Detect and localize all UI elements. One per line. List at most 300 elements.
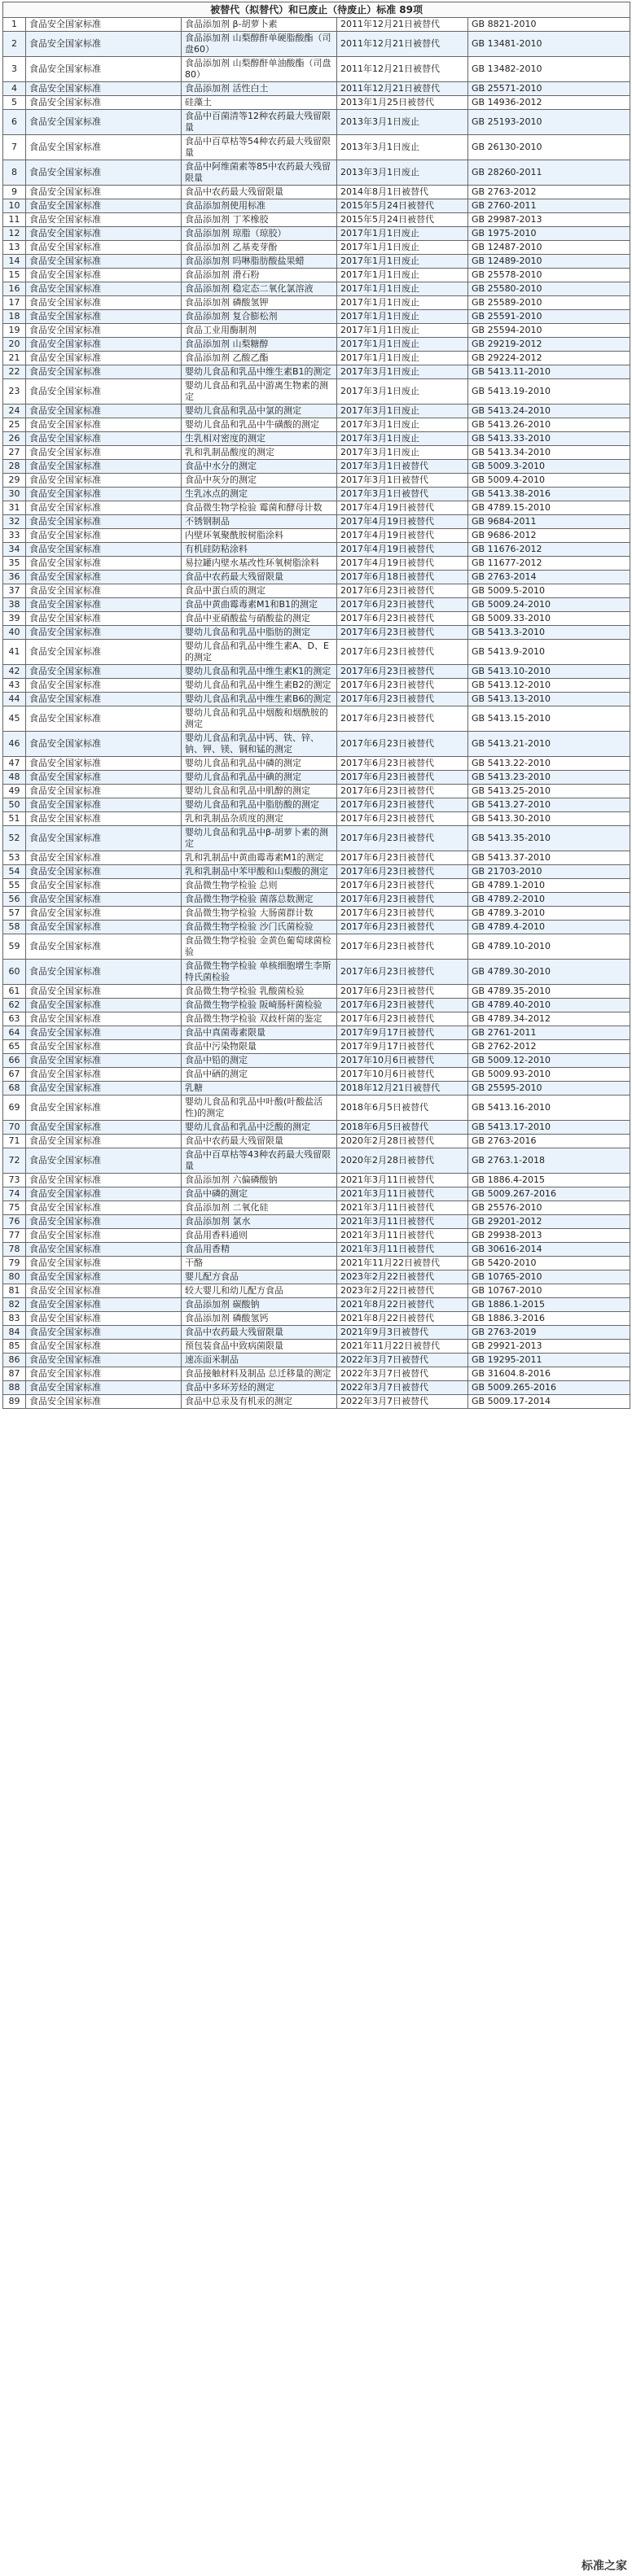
standard-name: 食品中磷的测定 [182, 1187, 337, 1201]
watermark-logo: 标准之家 [580, 2557, 629, 2574]
table-row [3, 1257, 630, 1271]
table-row [3, 529, 630, 543]
standard-code: GB 4789.35-2010 [468, 985, 630, 999]
standard-status: 2021年3月11日被替代 [337, 1201, 468, 1215]
row-number: 10 [3, 199, 26, 213]
standard-code: GB 4789.3-2010 [468, 907, 630, 921]
row-number: 62 [3, 999, 26, 1012]
row-number: 49 [3, 785, 26, 798]
standard-code: GB 13481-2010 [468, 32, 630, 57]
row-number: 8 [3, 160, 26, 186]
standard-code: GB 5413.30-2010 [468, 812, 630, 826]
table-row [3, 432, 630, 446]
table-row [3, 1340, 630, 1354]
standard-name: 婴幼儿食品和乳品中泛酸的测定 [182, 1121, 337, 1135]
standard-name: 食品微生物学检验 总则 [182, 879, 337, 893]
row-number: 4 [3, 82, 26, 96]
table-row [3, 110, 630, 135]
standard-status: 2011年12月21日被替代 [337, 57, 468, 82]
standard-code: GB 5009.4-2010 [468, 474, 630, 488]
standard-category: 食品安全国家标准 [26, 812, 182, 826]
standard-category: 食品安全国家标准 [26, 921, 182, 934]
standard-code: GB 5413.34-2010 [468, 446, 630, 460]
standard-code: GB 5413.33-2010 [468, 432, 630, 446]
table-row [3, 282, 630, 296]
standard-category: 食品安全国家标准 [26, 1215, 182, 1229]
standard-code: GB 30616-2014 [468, 1243, 630, 1257]
standard-status: 2013年1月25日被替代 [337, 96, 468, 110]
row-number: 48 [3, 771, 26, 785]
standard-name: 食品中农药最大残留限量 [182, 186, 337, 199]
standard-status: 2017年6月23日被替代 [337, 640, 468, 665]
standard-name: 食品添加剂 二氧化硅 [182, 1201, 337, 1215]
table-row [3, 1040, 630, 1054]
standard-status: 2017年6月23日被替代 [337, 798, 468, 812]
standard-code: GB 5413.17-2010 [468, 1121, 630, 1135]
standard-name: 食品添加剂 六偏磷酸钠 [182, 1174, 337, 1187]
table-row [3, 1312, 630, 1326]
row-number: 63 [3, 1012, 26, 1026]
table-row [3, 227, 630, 241]
standard-status: 2017年1月1日废止 [337, 269, 468, 282]
standard-status: 2017年6月23日被替代 [337, 999, 468, 1012]
standard-name: 食品微生物学检验 乳酸菌检验 [182, 985, 337, 999]
standard-status: 2017年6月23日被替代 [337, 865, 468, 879]
standard-category: 食品安全国家标准 [26, 1298, 182, 1312]
standard-code: GB 10767-2010 [468, 1284, 630, 1298]
standard-name: 食品微生物学检验 双歧杆菌的鉴定 [182, 1012, 337, 1026]
table-row [3, 612, 630, 626]
row-number: 29 [3, 474, 26, 488]
standard-category: 食品安全国家标准 [26, 1367, 182, 1381]
standard-status: 2023年2月22日被替代 [337, 1271, 468, 1284]
standard-name: 食品微生物学检验 金黄色葡萄球菌检验 [182, 934, 337, 960]
standard-category: 食品安全国家标准 [26, 446, 182, 460]
table-row [3, 1284, 630, 1298]
standards-page [2, 0, 630, 1409]
row-number: 31 [3, 501, 26, 515]
standard-category: 食品安全国家标准 [26, 1148, 182, 1174]
standard-name: 食品中农药最大残留限量 [182, 1135, 337, 1148]
standard-status: 2017年1月1日废止 [337, 227, 468, 241]
standard-status: 2017年10月6日被替代 [337, 1068, 468, 1082]
standard-code: GB 12487-2010 [468, 241, 630, 255]
row-number: 13 [3, 241, 26, 255]
row-number: 15 [3, 269, 26, 282]
row-number: 84 [3, 1326, 26, 1340]
standard-name: 婴幼儿食品和乳品中脂肪的测定 [182, 626, 337, 640]
row-number: 11 [3, 213, 26, 227]
table-row [3, 501, 630, 515]
standard-category: 食品安全国家标准 [26, 693, 182, 706]
standard-status: 2017年1月1日废止 [337, 282, 468, 296]
standard-status: 2017年1月1日废止 [337, 241, 468, 255]
standard-category: 食品安全国家标准 [26, 893, 182, 907]
table-caption-row [3, 2, 630, 18]
table-row [3, 160, 630, 186]
row-number: 6 [3, 110, 26, 135]
standard-status: 2018年6月5日被替代 [337, 1121, 468, 1135]
table-row [3, 488, 630, 501]
standard-status: 2017年4月19日被替代 [337, 557, 468, 571]
table-row [3, 1121, 630, 1135]
row-number: 2 [3, 32, 26, 57]
standard-code: GB 2763.1-2018 [468, 1148, 630, 1174]
row-number: 53 [3, 851, 26, 865]
table-row [3, 1135, 630, 1148]
row-number: 47 [3, 757, 26, 771]
standard-name: 食品中百菌清等12种农药最大残留限量 [182, 110, 337, 135]
standard-code: GB 4789.2-2010 [468, 893, 630, 907]
standard-code: GB 5413.9-2010 [468, 640, 630, 665]
standard-name: 食品中阿维菌素等85中农药最大残留限量 [182, 160, 337, 186]
table-row [3, 405, 630, 418]
standard-name: 食品中灰分的测定 [182, 474, 337, 488]
standard-name: 食品接触材料及制品 总迁移量的测定 [182, 1367, 337, 1381]
standard-status: 2017年1月1日废止 [337, 324, 468, 338]
row-number: 21 [3, 352, 26, 365]
standard-code: GB 13482-2010 [468, 57, 630, 82]
standard-status: 2017年4月19日被替代 [337, 543, 468, 557]
row-number: 72 [3, 1148, 26, 1174]
standard-status: 2011年12月21日被替代 [337, 82, 468, 96]
row-number: 54 [3, 865, 26, 879]
standard-name: 食品中亚硝酸盐与硝酸盐的测定 [182, 612, 337, 626]
row-number: 76 [3, 1215, 26, 1229]
standard-code: GB 2763-2016 [468, 1135, 630, 1148]
standard-category: 食品安全国家标准 [26, 1026, 182, 1040]
standard-status: 2021年3月11日被替代 [337, 1187, 468, 1201]
standard-category: 食品安全国家标准 [26, 18, 182, 32]
standard-name: 婴幼儿食品和乳品中维生素B1的测定 [182, 365, 337, 379]
standard-name: 食品添加剂 稳定态二氧化氯溶液 [182, 282, 337, 296]
standard-name: 食品中蛋白质的测定 [182, 584, 337, 598]
standard-category: 食品安全国家标准 [26, 1312, 182, 1326]
row-number: 57 [3, 907, 26, 921]
standard-name: 速冻面米制品 [182, 1354, 337, 1367]
standard-code: GB 5413.27-2010 [468, 798, 630, 812]
table-row [3, 1174, 630, 1187]
standard-code: GB 5009.5-2010 [468, 584, 630, 598]
standard-status: 2021年8月22日被替代 [337, 1298, 468, 1312]
standard-name: 食品中硒的测定 [182, 1068, 337, 1082]
standard-category: 食品安全国家标准 [26, 352, 182, 365]
standard-name: 内壁环氧聚酰胺树脂涂料 [182, 529, 337, 543]
standard-name: 食品中农药最大残留限量 [182, 1326, 337, 1340]
standard-code: GB 5413.23-2010 [468, 771, 630, 785]
table-row [3, 269, 630, 282]
row-number: 60 [3, 960, 26, 985]
standard-name: 婴幼儿食品和乳品中维生素B2的测定 [182, 679, 337, 693]
standard-status: 2020年2月28日被替代 [337, 1148, 468, 1174]
standard-status: 2021年8月22日被替代 [337, 1312, 468, 1326]
standard-code: GB 29921-2013 [468, 1340, 630, 1354]
standard-status: 2017年3月1日被替代 [337, 488, 468, 501]
standard-name: 乳和乳制品酸度的测定 [182, 446, 337, 460]
row-number: 20 [3, 338, 26, 352]
standard-category: 食品安全国家标准 [26, 1121, 182, 1135]
row-number: 89 [3, 1395, 26, 1409]
standard-code: GB 5009.267-2016 [468, 1187, 630, 1201]
standard-code: GB 5413.21-2010 [468, 732, 630, 757]
row-number: 17 [3, 296, 26, 310]
standard-name: 食品微生物学检验 单核细胞增生李斯特氏菌检验 [182, 960, 337, 985]
standard-status: 2022年3月7日被替代 [337, 1354, 468, 1367]
standard-status: 2018年6月5日被替代 [337, 1096, 468, 1121]
standard-name: 婴幼儿食品和乳品中钙、铁、锌、钠、钾、镁、铜和锰的测定 [182, 732, 337, 757]
table-row [3, 1068, 630, 1082]
standard-status: 2021年3月11日被替代 [337, 1229, 468, 1243]
standard-code: GB 5009.12-2010 [468, 1054, 630, 1068]
standard-category: 食品安全国家标准 [26, 501, 182, 515]
standard-category: 食品安全国家标准 [26, 324, 182, 338]
standard-category: 食品安全国家标准 [26, 907, 182, 921]
row-number: 77 [3, 1229, 26, 1243]
table-row [3, 186, 630, 199]
standard-category: 食品安全国家标准 [26, 160, 182, 186]
standard-code: GB 5413.10-2010 [468, 665, 630, 679]
standard-status: 2014年8月1日被替代 [337, 186, 468, 199]
standard-status: 2021年3月11日被替代 [337, 1174, 468, 1187]
standard-name: 生乳冰点的测定 [182, 488, 337, 501]
standard-status: 2017年3月1日废止 [337, 365, 468, 379]
standard-code: GB 25595-2010 [468, 1082, 630, 1096]
standard-category: 食品安全国家标准 [26, 1354, 182, 1367]
standard-name: 婴儿配方食品 [182, 1271, 337, 1284]
standard-name: 婴幼儿食品和乳品中牛磺酸的测定 [182, 418, 337, 432]
row-number: 82 [3, 1298, 26, 1312]
standard-status: 2017年4月19日被替代 [337, 515, 468, 529]
standard-category: 食品安全国家标准 [26, 82, 182, 96]
standard-status: 2017年3月1日废止 [337, 418, 468, 432]
standard-category: 食品安全国家标准 [26, 269, 182, 282]
standard-code: GB 5413.38-2016 [468, 488, 630, 501]
row-number: 37 [3, 584, 26, 598]
standard-status: 2017年6月23日被替代 [337, 985, 468, 999]
standard-category: 食品安全国家标准 [26, 706, 182, 732]
standard-name: 生乳相对密度的测定 [182, 432, 337, 446]
standard-code: GB 1886.4-2015 [468, 1174, 630, 1187]
standard-code: GB 25580-2010 [468, 282, 630, 296]
standard-category: 食品安全国家标准 [26, 488, 182, 501]
standard-status: 2017年4月19日被替代 [337, 529, 468, 543]
standard-code: GB 5009.33-2010 [468, 612, 630, 626]
standard-status: 2017年3月1日被替代 [337, 474, 468, 488]
standard-status: 2017年6月23日被替代 [337, 693, 468, 706]
row-number: 27 [3, 446, 26, 460]
standard-name: 婴幼儿食品和乳品中碘的测定 [182, 771, 337, 785]
table-row [3, 1054, 630, 1068]
standard-status: 2021年3月11日被替代 [337, 1243, 468, 1257]
row-number: 43 [3, 679, 26, 693]
standard-code: GB 29224-2012 [468, 352, 630, 365]
standard-name: 食品添加剂 活性白土 [182, 82, 337, 96]
table-body [3, 18, 630, 1409]
standard-code: GB 5413.26-2010 [468, 418, 630, 432]
row-number: 67 [3, 1068, 26, 1082]
table-row [3, 1096, 630, 1121]
row-number: 42 [3, 665, 26, 679]
standard-code: GB 25578-2010 [468, 269, 630, 282]
standard-status: 2017年6月23日被替代 [337, 679, 468, 693]
standard-name: 预包装食品中致病菌限量 [182, 1340, 337, 1354]
standard-name: 食品中多环芳烃的测定 [182, 1381, 337, 1395]
row-number: 35 [3, 557, 26, 571]
standard-category: 食品安全国家标准 [26, 1243, 182, 1257]
standard-name: 食品中百草枯等43种农药最大残留限量 [182, 1148, 337, 1174]
row-number: 44 [3, 693, 26, 706]
standard-category: 食品安全国家标准 [26, 1229, 182, 1243]
standard-category: 食品安全国家标准 [26, 418, 182, 432]
row-number: 51 [3, 812, 26, 826]
table-row [3, 571, 630, 584]
row-number: 24 [3, 405, 26, 418]
standard-code: GB 25591-2010 [468, 310, 630, 324]
standard-name: 婴幼儿食品和乳品中磷的测定 [182, 757, 337, 771]
standard-code: GB 4789.40-2010 [468, 999, 630, 1012]
standard-category: 食品安全国家标准 [26, 985, 182, 999]
standard-name: 食品中农药最大残留限量 [182, 571, 337, 584]
table-row [3, 365, 630, 379]
standard-code: GB 4789.34-2012 [468, 1012, 630, 1026]
standards-table [2, 2, 630, 1409]
table-row [3, 1187, 630, 1201]
standard-name: 易拉罐内壁水基改性环氧树脂涂料 [182, 557, 337, 571]
table-row [3, 1026, 630, 1040]
standard-name: 婴幼儿食品和乳品中β-胡萝卜素的测定 [182, 826, 337, 851]
standard-name: 食品微生物学检验 沙门氏菌检验 [182, 921, 337, 934]
standard-category: 食品安全国家标准 [26, 757, 182, 771]
table-row [3, 893, 630, 907]
standard-name: 食品添加剂 吗啉脂肪酸盐果蜡 [182, 255, 337, 269]
row-number: 7 [3, 135, 26, 160]
standard-status: 2017年3月1日废止 [337, 405, 468, 418]
table-row [3, 1271, 630, 1284]
row-number: 65 [3, 1040, 26, 1054]
standard-category: 食品安全国家标准 [26, 571, 182, 584]
standard-status: 2017年6月23日被替代 [337, 757, 468, 771]
row-number: 86 [3, 1354, 26, 1367]
table-row [3, 640, 630, 665]
row-number: 83 [3, 1312, 26, 1326]
standard-name: 食品添加剂 滑石粉 [182, 269, 337, 282]
standard-name: 食品微生物学检验 阪崎肠杆菌检验 [182, 999, 337, 1012]
standard-category: 食品安全国家标准 [26, 598, 182, 612]
standard-status: 2017年1月1日废止 [337, 296, 468, 310]
table-row [3, 18, 630, 32]
standard-status: 2017年6月23日被替代 [337, 706, 468, 732]
standard-category: 食品安全国家标准 [26, 612, 182, 626]
table-row [3, 1215, 630, 1229]
row-number: 85 [3, 1340, 26, 1354]
standard-status: 2017年6月23日被替代 [337, 732, 468, 757]
standard-category: 食品安全国家标准 [26, 1201, 182, 1215]
row-number: 25 [3, 418, 26, 432]
standard-category: 食品安全国家标准 [26, 1068, 182, 1082]
standard-name: 食品微生物学检验 霉菌和酵母计数 [182, 501, 337, 515]
standard-code: GB 31604.8-2016 [468, 1367, 630, 1381]
standard-status: 2013年3月1日废止 [337, 135, 468, 160]
row-number: 68 [3, 1082, 26, 1096]
table-row [3, 32, 630, 57]
row-number: 81 [3, 1284, 26, 1298]
standard-category: 食品安全国家标准 [26, 135, 182, 160]
standard-code: GB 5420-2010 [468, 1257, 630, 1271]
standard-status: 2011年12月21日被替代 [337, 18, 468, 32]
standard-status: 2017年10月6日被替代 [337, 1054, 468, 1068]
standard-category: 食品安全国家标准 [26, 365, 182, 379]
standard-category: 食品安全国家标准 [26, 1096, 182, 1121]
row-number: 66 [3, 1054, 26, 1068]
standard-name: 婴幼儿食品和乳品中烟酸和烟酰胺的测定 [182, 706, 337, 732]
standard-category: 食品安全国家标准 [26, 879, 182, 893]
table-row [3, 665, 630, 679]
table-row [3, 985, 630, 999]
row-number: 46 [3, 732, 26, 757]
standard-category: 食品安全国家标准 [26, 1381, 182, 1395]
standard-code: GB 29987-2013 [468, 213, 630, 227]
table-row [3, 379, 630, 405]
standard-status: 2013年3月1日废止 [337, 160, 468, 186]
standard-category: 食品安全国家标准 [26, 640, 182, 665]
standard-category: 食品安全国家标准 [26, 227, 182, 241]
row-number: 36 [3, 571, 26, 584]
table-row [3, 324, 630, 338]
standard-category: 食品安全国家标准 [26, 296, 182, 310]
standard-status: 2017年6月23日被替代 [337, 1012, 468, 1026]
standard-code: GB 29201-2012 [468, 1215, 630, 1229]
standard-name: 婴幼儿食品和乳品中维生素K1的测定 [182, 665, 337, 679]
standard-category: 食品安全国家标准 [26, 826, 182, 851]
row-number: 40 [3, 626, 26, 640]
standard-code: GB 9686-2012 [468, 529, 630, 543]
standard-category: 食品安全国家标准 [26, 96, 182, 110]
row-number: 79 [3, 1257, 26, 1271]
standard-category: 食品安全国家标准 [26, 851, 182, 865]
standard-code: GB 25193-2010 [468, 110, 630, 135]
standard-code: GB 9684-2011 [468, 515, 630, 529]
standard-status: 2017年6月23日被替代 [337, 907, 468, 921]
standard-name: 食品中百草枯等54种农药最大残留限量 [182, 135, 337, 160]
standard-status: 2022年3月7日被替代 [337, 1367, 468, 1381]
standard-code: GB 5413.13-2010 [468, 693, 630, 706]
standard-name: 食品添加剂 β-胡萝卜素 [182, 18, 337, 32]
standard-name: 食品中铅的测定 [182, 1054, 337, 1068]
row-number: 1 [3, 18, 26, 32]
standard-code: GB 28260-2011 [468, 160, 630, 186]
standard-code: GB 2762-2012 [468, 1040, 630, 1054]
row-number: 23 [3, 379, 26, 405]
table-row [3, 1201, 630, 1215]
standard-status: 2017年6月23日被替代 [337, 584, 468, 598]
row-number: 50 [3, 798, 26, 812]
standard-name: 食品添加剂 乙基麦芽酚 [182, 241, 337, 255]
table-row [3, 693, 630, 706]
table-row [3, 771, 630, 785]
standard-status: 2017年6月18日被替代 [337, 571, 468, 584]
standard-status: 2017年1月1日废止 [337, 352, 468, 365]
standard-category: 食品安全国家标准 [26, 460, 182, 474]
row-number: 41 [3, 640, 26, 665]
standard-name: 乳糖 [182, 1082, 337, 1096]
table-row [3, 960, 630, 985]
standard-status: 2017年1月1日废止 [337, 310, 468, 324]
standard-status: 2017年6月23日被替代 [337, 921, 468, 934]
table-row [3, 934, 630, 960]
table-row [3, 598, 630, 612]
table-row [3, 907, 630, 921]
standard-name: 食品添加剂 碳酸钠 [182, 1298, 337, 1312]
